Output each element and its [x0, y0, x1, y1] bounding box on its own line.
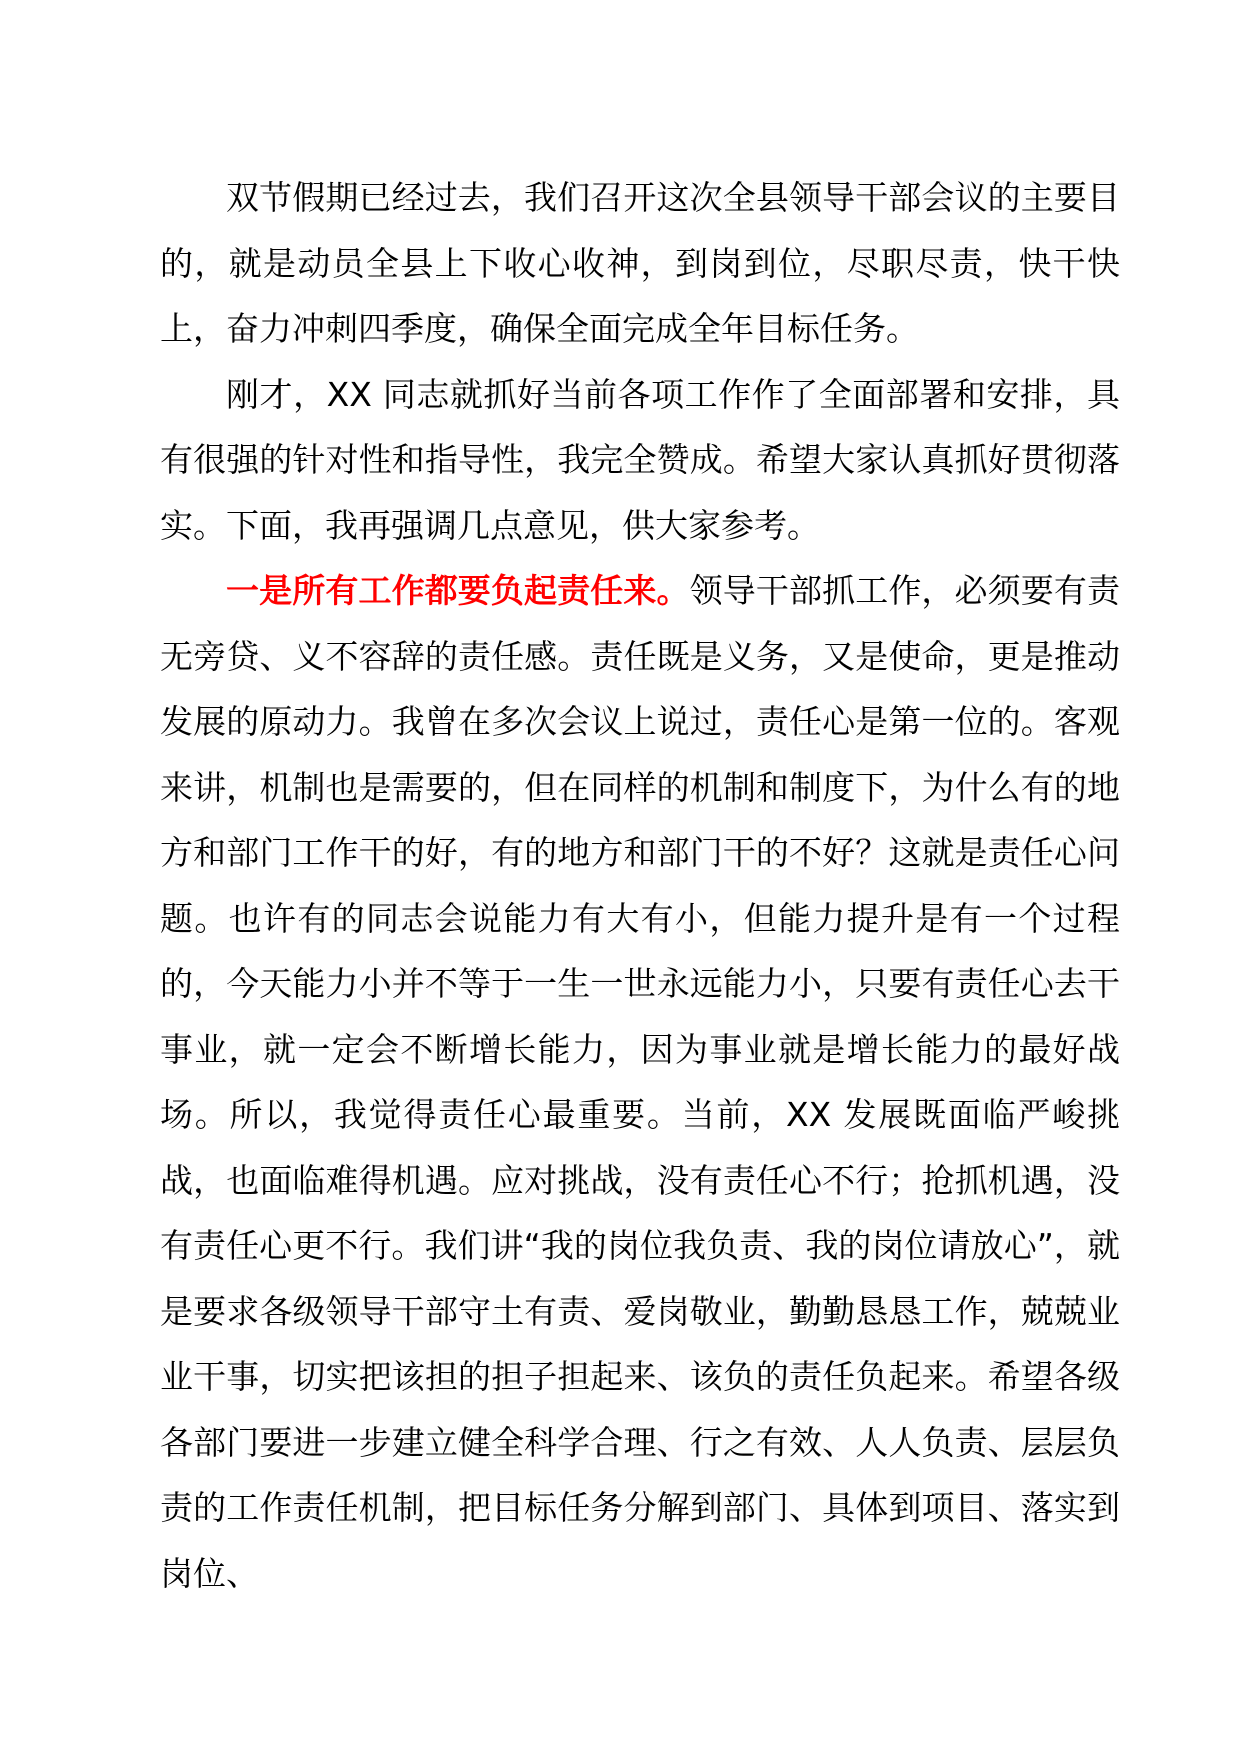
- paragraph-text: 双节假期已经过去，我们召开这次全县领导干部会议的主要目的，就是动员全县上下收心收神，到岗到位，尽职尽责，快干快上，奋力冲刺四季度，确保全面完成全年目标任务。: [160, 178, 1120, 348]
- paragraph-heading-highlight: 一是所有工作都要负起责任来。: [226, 571, 690, 610]
- document-body: [160, 165, 1120, 1606]
- paragraph-comment: [160, 362, 1120, 559]
- paragraph-point-one: [160, 558, 1120, 1606]
- paragraph-intro: [160, 165, 1120, 362]
- paragraph-text: 刚才，XX 同志就抓好当前各项工作作了全面部署和安排，具有很强的针对性和指导性，我完全赞成。希望大家认真抓好贯彻落实。下面，我再强调几点意见，供大家参考。: [160, 374, 1120, 545]
- paragraph-text: 领导干部抓工作，必须要有责无旁贷、义不容辞的责任感。责任既是义务，又是使命，更是推动发展的原动力。我曾在多次会议上说过，责任心是第一位的。客观来讲，机制也是需要的，但在同样的机制和制度下，为什么有的地方和部门工作干的好，有的地方和部门干的不好？这就是责任心问题。也许有的同志会说能力有大有小，但能力提升是有一个过程的，今天能力小并不等于一生一世永远能力小，只要有责任心去干事业，就一定会不断增长能力，因为事业就是增长能力的最好战场。所以，我觉得责任心最重要。当前，XX 发展既面临严峻挑战，也面临难得机遇。应对挑战，没有责任心不行；抢抓机遇，没有责任心更不行。我们讲“我的岗位我负责、我的岗位请放心”，就是要求各级领导干部守土有责、爱岗敬业，勤勤恳恳工作，兢兢业业干事，切实把该担的担子担起来、该负的责任负起来。希望各级各部门要进一步建立健全科学合理、行之有效、人人负责、层层负责的工作责任机制，把目标任务分解到部门、具体到项目、落实到岗位、: [160, 571, 1121, 1593]
